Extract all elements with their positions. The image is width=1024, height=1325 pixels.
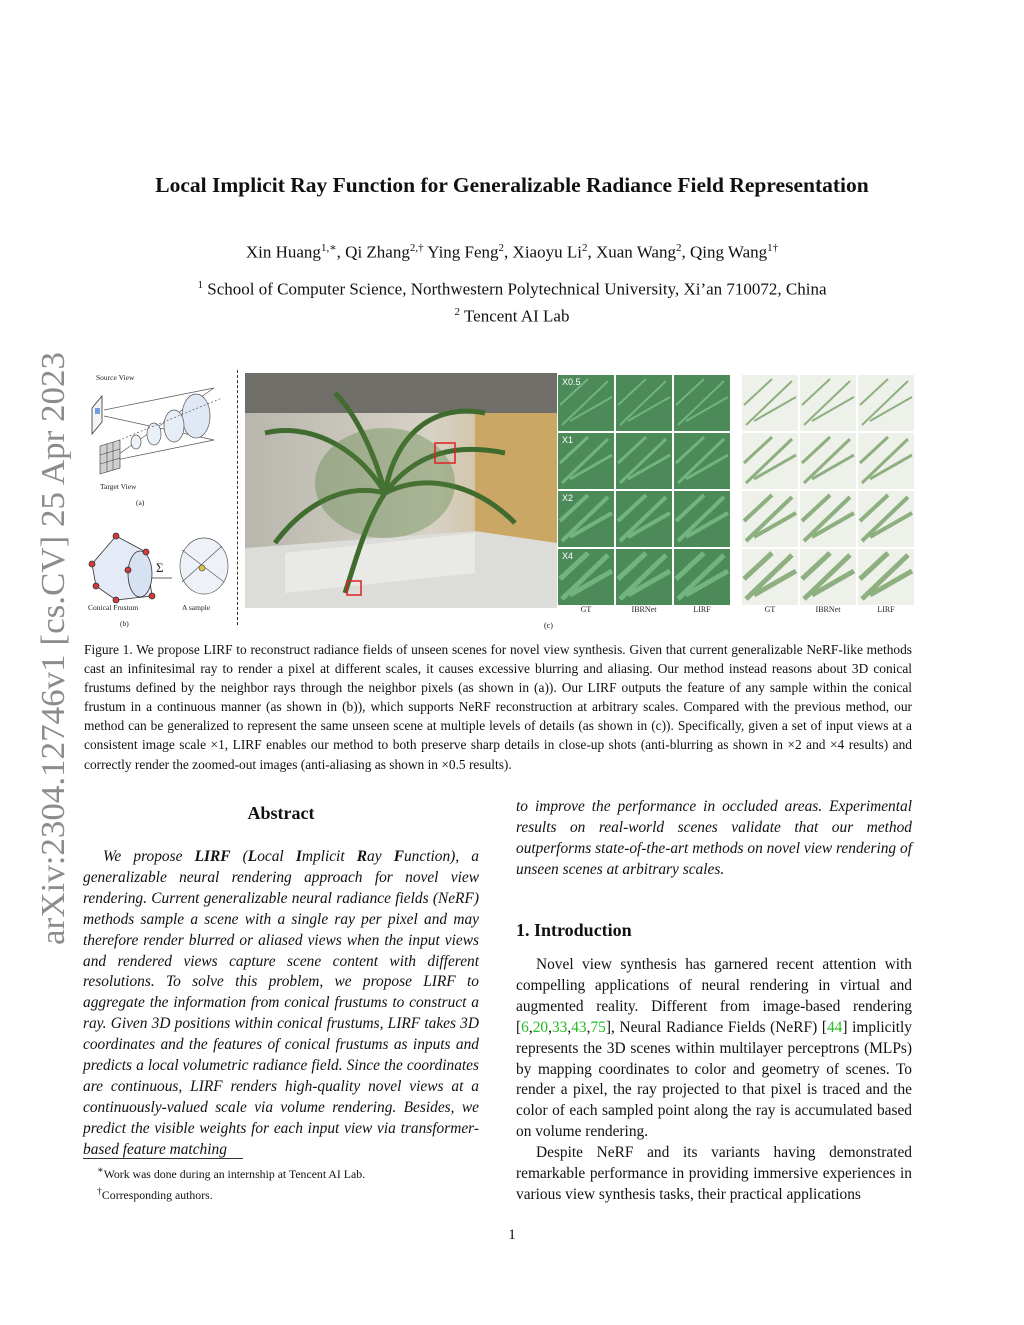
sum-symbol: Σ xyxy=(156,560,164,575)
figure-divider xyxy=(237,370,238,625)
comparison-grid xyxy=(558,373,914,613)
method-column-label: GT xyxy=(764,605,776,613)
page-number: 1 xyxy=(508,1227,516,1243)
target-view-label: Target View xyxy=(100,482,137,491)
paper-title: Local Implicit Ray Function for Generalizable Radiance Field Representation xyxy=(155,173,869,197)
panel-c-caption: (c) xyxy=(544,621,553,630)
footnote-text: Work was done during an internship at Tencent AI Lab. xyxy=(103,1166,366,1181)
scale-row-label: X4 xyxy=(562,551,574,561)
author-affil-mark: 1† xyxy=(767,242,779,254)
footnotes xyxy=(83,1162,365,1204)
author-affil-mark: 2 xyxy=(581,242,588,254)
panel-a-caption: (a) xyxy=(136,498,145,507)
author-name: Ying Feng xyxy=(427,242,499,262)
author-affil-mark: 2,† xyxy=(409,242,424,254)
author-name: Xuan Wang xyxy=(595,242,676,262)
intro-paragraph-2: Despite NeRF and its variants having demonstrated remarkable performance in providing immersive experiences in various view synthesis tasks, their practical applications xyxy=(516,1144,912,1203)
scale-row-label: X1 xyxy=(562,435,574,445)
figure-panel-a xyxy=(86,368,234,508)
abstract-text: ay xyxy=(367,848,394,865)
acronym-letter: F xyxy=(393,848,404,865)
author-name: Xiaoyu Li xyxy=(512,242,582,262)
target-pixel-grid-icon xyxy=(100,440,120,474)
abstract-body xyxy=(83,847,479,1161)
author-name: Xin Huang xyxy=(245,242,321,262)
abstract-heading: Abstract xyxy=(247,803,315,823)
method-column-label: IBRNet xyxy=(815,605,841,613)
citation-link[interactable]: 20 xyxy=(532,1018,549,1036)
author-affil-mark: 2 xyxy=(675,242,682,254)
citation-link[interactable]: 33 xyxy=(551,1018,568,1036)
conical-frustum-label: Conical Frustum xyxy=(88,603,139,612)
footnote xyxy=(83,1162,365,1183)
abstract-text: unction xyxy=(403,848,451,865)
affiliation-text: Tencent AI Lab xyxy=(463,306,570,326)
acronym-letter: I xyxy=(295,848,302,865)
footnote-text: Corresponding authors. xyxy=(101,1187,213,1202)
citation-link[interactable]: 6 xyxy=(521,1018,529,1036)
scale-row-label: X0.5 xyxy=(562,377,581,387)
method-column-label: IBRNet xyxy=(631,605,657,613)
introduction-heading: 1. Introduction xyxy=(516,920,632,940)
abstract-text: mplicit xyxy=(301,848,357,865)
citation-link[interactable]: 43 xyxy=(571,1018,587,1036)
affiliation-line xyxy=(0,274,1024,301)
affiliations xyxy=(0,274,1024,327)
arxiv-id-text: arXiv:2304.12746v1 [cs.CV] 25 Apr 2023 xyxy=(35,368,72,945)
scene-photo xyxy=(245,373,557,608)
source-camera-icon xyxy=(92,396,102,434)
introduction-body xyxy=(516,955,912,1206)
intro-text: Novel view synthesis has garnered recent attention with compelling applications of neural rendering in virtual and augmented reality. Different from image-based rendering [ xyxy=(516,956,912,1036)
affil-mark: 2 xyxy=(454,305,461,318)
author-affil-mark: 1,∗ xyxy=(320,242,337,254)
footnote xyxy=(83,1183,365,1204)
conical-frustum-icon xyxy=(89,533,155,603)
abstract-paragraph xyxy=(83,847,479,1161)
author-list: Xin Huang$^{1,∗}$, Qi Zhang$^{2,\dagger}$ Ying Feng$^2$, Xiaoyu Li$^2$, Xuan Wang$^2$, Qing Wang$^{1\dagger}$ xyxy=(245,242,779,262)
figure-caption: Figure 1. We propose LIRF to reconstruct radiance fields of unseen scenes for novel view synthesis. Given that current generalizable NeRF-like methods cast an infinitesimal ray to render a pixel at different scales, it causes excessive blurring and aliasing. Our method instead reasons about 3D conical frustums defined by the neighbor rays through the neighbor pixels (as shown in (a)). Our LIRF outputs the feature of any sample within the conical frustum in a continuous manner (as shown in (b)), which supports NeRF reconstruction at arbitrary scales. Compared with the previous method, our method can be generalized to represent the same unseen scene at multiple levels of details (as shown in (c)). Specifically, given a set of input views at a consistent image scale ×1, LIRF enables our method to both preserve sharp details in close-up shots (anti-blurring as shown in ×2 and ×4 results) and correctly render the zoomed-out images (anti-aliasing as shown in ×0.5 results). xyxy=(84,642,912,772)
abstract-text: ( xyxy=(230,848,248,865)
abstract-continuation: to improve the performance in occluded areas. Experimental results on real-world scenes validate that our method outperforms state-of-the-art methods on novel view rendering of unseen scenes at arbitrary scales. xyxy=(516,798,912,878)
affiliation-line xyxy=(0,301,1024,328)
citation-link[interactable]: 75 xyxy=(590,1018,606,1036)
abstract-text: We propose xyxy=(103,848,195,865)
abstract-text: ocal xyxy=(257,848,296,865)
lirf-emphasis: LIRF xyxy=(194,848,231,865)
source-view-label: Source View xyxy=(96,373,135,382)
author-affil-mark: 2 xyxy=(498,242,505,254)
panel-b-caption: (b) xyxy=(120,619,129,628)
affil-mark: 1 xyxy=(197,279,203,291)
intro-paragraph-1: Novel view synthesis has garnered recent attention with compelling applications of neural rendering in virtual and augmented reality. Different from image-based rendering [6,20,33,43,75], Neural Radiance Fields (NeRF) [44] implicitly represents the 3D scenes within multilayer perceptrons (MLPs) by mapping coordinates to color and geometry of scenes. To render a pixel, the ray projected to that pixel is traced and the color of each sampled point along the ray is accumulated based on volume rendering. xyxy=(516,956,912,1141)
footnote-mark: ∗ xyxy=(97,1165,104,1176)
intro-text: ] implicitly represents the 3D scenes within multilayer perceptrons (MLPs) by mapping coordinates to color and geometry of scenes. To render a pixel, the ray projected to that pixel is traced and the color of each sampled point along the ray is accumulated based on volume rendering. xyxy=(516,1018,912,1141)
abstract-text: ), a generalizable neural rendering approach for novel view rendering. Current generalizable neural radiance fields (NeRF) methods sample a scene with a single ray per pixel and may therefore render blurred or aliased views when the input views and rendered views capture scene content with different resolutions. To solve this problem, we propose LIRF to aggregate the information from conical frustums to construct a ray. Given 3D positions within conical frustums, LIRF takes 3D coordinates and the features of conical frustums as inputs and predicts a local volumetric radiance field. Since the coordinates are continuous, LIRF renders high-quality novel views at a continuously-valued scale via volume rendering. Besides, we predict the visible weights for each input view via transformer-based feature matching xyxy=(83,848,479,1158)
method-column-label: LIRF xyxy=(877,605,895,613)
citation-link[interactable]: 44 xyxy=(826,1018,843,1036)
acronym-letter: L xyxy=(247,848,258,865)
affiliation-text: School of Computer Science, Northwestern Polytechnical University, Xi’an 710072, China xyxy=(207,279,827,299)
author-name: Qi Zhang xyxy=(345,242,410,262)
intro-text: ], Neural Radiance Fields (NeRF) [ xyxy=(605,1018,827,1036)
arxiv-stamp xyxy=(28,350,76,945)
figure-panel-b xyxy=(86,520,234,628)
a-sample-label: A sample xyxy=(182,603,211,612)
acronym-letter: R xyxy=(356,848,368,865)
author-name: Qing Wang xyxy=(689,242,768,262)
method-column-label: LIRF xyxy=(693,605,711,613)
method-column-label: GT xyxy=(580,605,592,613)
footnote-rule xyxy=(83,1158,243,1159)
sample-sphere-icon xyxy=(180,538,228,594)
scale-row-label: X2 xyxy=(562,493,574,503)
footnote-mark: † xyxy=(97,1185,102,1197)
